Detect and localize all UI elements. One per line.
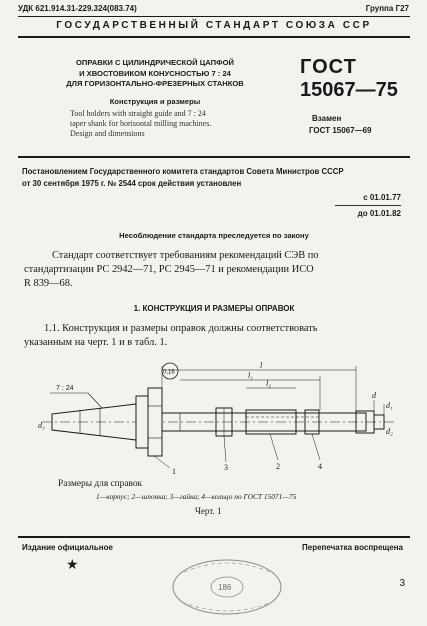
paragraph-clause-line-2: указанным на черт. 1 и в табл. 1. [24,337,168,348]
decree-to-date: до 01.01.82 [357,209,401,218]
title-divider [18,156,410,158]
title-ru-line-2: И ХВОСТОВИКОМ КОНУСНОСТЬЮ 7 : 24 [79,68,231,78]
caption-title: Размеры для справок [58,479,143,489]
dim-l2-label: l₂ [266,379,272,388]
part4-leader [312,434,320,460]
caption-legend: 1—корпус; 2—шпонка; 3—гайка; 4—кольцо по ГОСТ 15071—75 [96,492,297,501]
title-ru-subtitle: Конструкция и размеры [109,97,201,106]
paragraph-intro-cont [24,263,314,291]
flange [136,396,148,448]
title-en-line-3: Design and dimensions [70,129,145,138]
decree-line-2: от 30 сентября 1975 г. № 2544 срок действия установлен [22,179,242,188]
part-4-label: 4 [318,462,322,471]
gost-number: 15067—75 [300,79,398,101]
part-3-label: 3 [224,463,228,472]
part-2-label: 2 [276,462,280,471]
dim-d-label: d [372,391,376,400]
paragraph-clause [44,322,318,336]
udk-code: УДК 621.914.31-229.324(083.74) [18,4,137,13]
taper-ratio-label: 7 : 24 [56,385,74,392]
part-1-label: 1 [172,467,176,476]
dim-l-label: l [260,361,263,370]
part1-leader [154,456,170,468]
star-mark: ★ [66,556,79,572]
paragraph-intro-line-3: R 839—68. [24,278,73,289]
flange-collar [148,388,162,456]
page-number: 3 [399,578,405,589]
library-stamp [168,556,286,618]
dim-d2-label: d₂ [386,427,393,436]
paragraph-clause-cont [24,336,167,350]
dim-l1-label: l₁ [248,371,254,380]
reprint-prohibited: Перепечатка воспрещена [302,543,403,552]
title-en [70,109,280,139]
title-en-line-1: Tool holders with straight guide and 7 : 24 [70,109,206,118]
paragraph-intro-line-1: Стандарт соответствует требованиям рекомендаций СЭВ по [52,250,319,261]
decree-from-date: с 01.01.77 [363,193,401,202]
part3-leader [224,436,226,462]
decree-date-underline [335,205,401,206]
title-ru [50,58,260,90]
decree-text [22,166,344,190]
section-title: 1. КОНСТРУКЦИЯ И РАЗМЕРЫ ОПРАВОК [133,304,295,313]
replaces-value: ГОСТ 15067—69 [309,126,372,135]
tool-holder-drawing [20,356,410,476]
title-ru-line-3: ДЛЯ ГОРИЗОНТАЛЬНО-ФРЕЗЕРНЫХ СТАНКОВ [66,79,244,88]
footer-divider [18,536,410,538]
figure-label: Черт. 1 [195,506,222,516]
paragraph-clause-line-1: 1.1. Конструкция и размеры оправок должны соответствовать [44,323,318,334]
roughness-label: 0,16 [163,369,175,376]
gost-label: ГОСТ [300,56,357,78]
part2-leader [270,434,278,460]
stamp-number: 186 [218,583,232,592]
title-ru-line-1: ОПРАВКИ С ЦИЛИНДРИЧЕСКОЙ ЦАПФОЙ [76,58,234,67]
decree-warning: Несоблюдение стандарта преследуется по закону [119,231,309,240]
decree-line-1: Постановлением Государственного комитета стандартов Совета Министров СССР [22,167,344,176]
dim-d1-label: d₁ [386,401,393,410]
dim-d3-label: d₃ [38,421,45,430]
standard-banner: ГОСУДАРСТВЕННЫЙ СТАНДАРТ СОЮЗА ССР [56,20,372,31]
replaces-label: Взамен [312,114,342,123]
paragraph-intro-line-2: стандартизации РС 2942—71, РС 2945—71 и рекомендации ИСО [24,264,314,275]
taper-leader-arrow [88,393,102,408]
group-code: Группа Г27 [365,4,409,13]
title-en-line-2: taper shank for horisontal milling machines. [70,119,212,128]
stamp-lettering [182,602,272,611]
official-edition: Издание официальное [22,543,113,552]
header-divider-bottom [18,36,410,38]
paragraph-intro [52,249,319,263]
header-divider-top [18,16,410,17]
